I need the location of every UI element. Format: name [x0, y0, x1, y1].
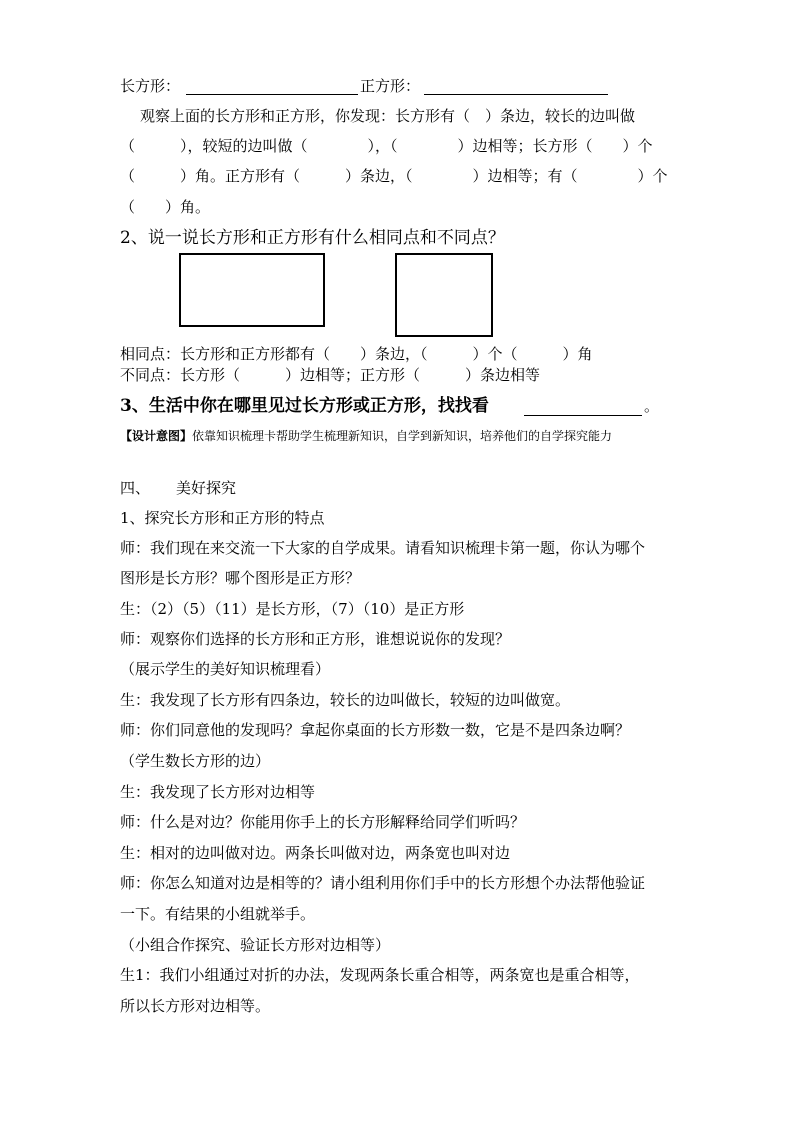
- dialogue-line: 生：我发现了长方形对边相等: [120, 783, 316, 801]
- part-4-subheading: 1、探究长方形和正方形的特点: [120, 509, 325, 527]
- design-note-text: 依靠知识梳理卡帮助学生梳理新知识，自学到新知识，培养他们的自学探究能力: [192, 429, 613, 443]
- rectangle-figure: [179, 253, 325, 327]
- dialogue-line: 一下。有结果的小组就举手。: [120, 905, 316, 923]
- dialogue-line: 生1：我们小组通过对折的办法，发现两条长重合相等，两条宽也是重合相等，: [120, 966, 640, 984]
- observe-line-2: （ ），较短的边叫做（ ），（ ）边相等；长方形（ ）个: [120, 137, 653, 155]
- observe-line-3: （ ）角。正方形有（ ）条边，（ ）边相等；有（ ）个: [120, 167, 668, 185]
- dialogue-line: 师：你怎么知道对边是相等的？请小组利用你们手中的长方形想个办法帮他验证: [120, 874, 646, 892]
- part-4-number: 四、: [120, 479, 151, 497]
- dialogue-line: 所以长方形对边相等。: [120, 997, 271, 1015]
- dialogue-line: 图形是长方形？哪个图形是正方形？: [120, 569, 361, 587]
- dialogue-line: 师：我们现在来交流一下大家的自学成果。请看知识梳理卡第一题，你认为哪个: [120, 539, 646, 557]
- dialogue-line: 生：我发现了长方形有四条边，较长的边叫做长，较短的边叫做宽。: [120, 691, 571, 709]
- question-3-answer-blank[interactable]: [524, 397, 642, 416]
- dialogue-line: 师：你们同意他的发现吗？拿起你桌面的长方形数一数，它是不是四条边啊？: [120, 721, 631, 739]
- dialogue-line: 师：观察你们选择的长方形和正方形，谁想说说你的发现？: [120, 630, 511, 648]
- question-3-end-mark: 。: [644, 397, 660, 415]
- design-note-label: 【设计意图】: [120, 429, 193, 443]
- square-label: 正方形：: [360, 77, 421, 95]
- part-4-title: 美好探究: [176, 479, 237, 497]
- same-points-line: 相同点：长方形和正方形都有（ ）条边，（ ）个（ ）角: [120, 345, 593, 363]
- square-figure: [395, 253, 493, 337]
- dialogue-line: （小组合作探究、验证长方形对边相等）: [120, 936, 391, 954]
- rect-answer-blank[interactable]: [186, 76, 358, 95]
- design-note: [120, 427, 680, 445]
- rect-label: 长方形：: [120, 77, 181, 95]
- dialogue-line: 生：相对的边叫做对边。两条长叫做对边，两条宽也叫对边: [120, 844, 511, 862]
- question-3-title: 3、生活中你在哪里见过长方形或正方形，找找看: [120, 396, 489, 416]
- diff-points-line: 不同点：长方形（ ）边相等；正方形（ ）条边相等: [120, 366, 541, 384]
- observe-line-1: 观察上面的长方形和正方形，你发现：长方形有（ ）条边，较长的边叫做: [140, 107, 636, 125]
- dialogue-line: 师：什么是对边？你能用你手上的长方形解释给同学们听吗？: [120, 813, 526, 831]
- dialogue-line: （学生数长方形的边）: [120, 752, 271, 770]
- square-answer-blank[interactable]: [424, 76, 608, 95]
- observe-line-4: （ ）角。: [120, 198, 211, 216]
- dialogue-line: （展示学生的美好知识梳理看）: [120, 660, 331, 678]
- question-2-title: 2、说一说长方形和正方形有什么相同点和不同点？: [120, 228, 505, 248]
- dialogue-line: 生：（2）（5）（11）是长方形，（7）（10）是正方形: [120, 600, 465, 618]
